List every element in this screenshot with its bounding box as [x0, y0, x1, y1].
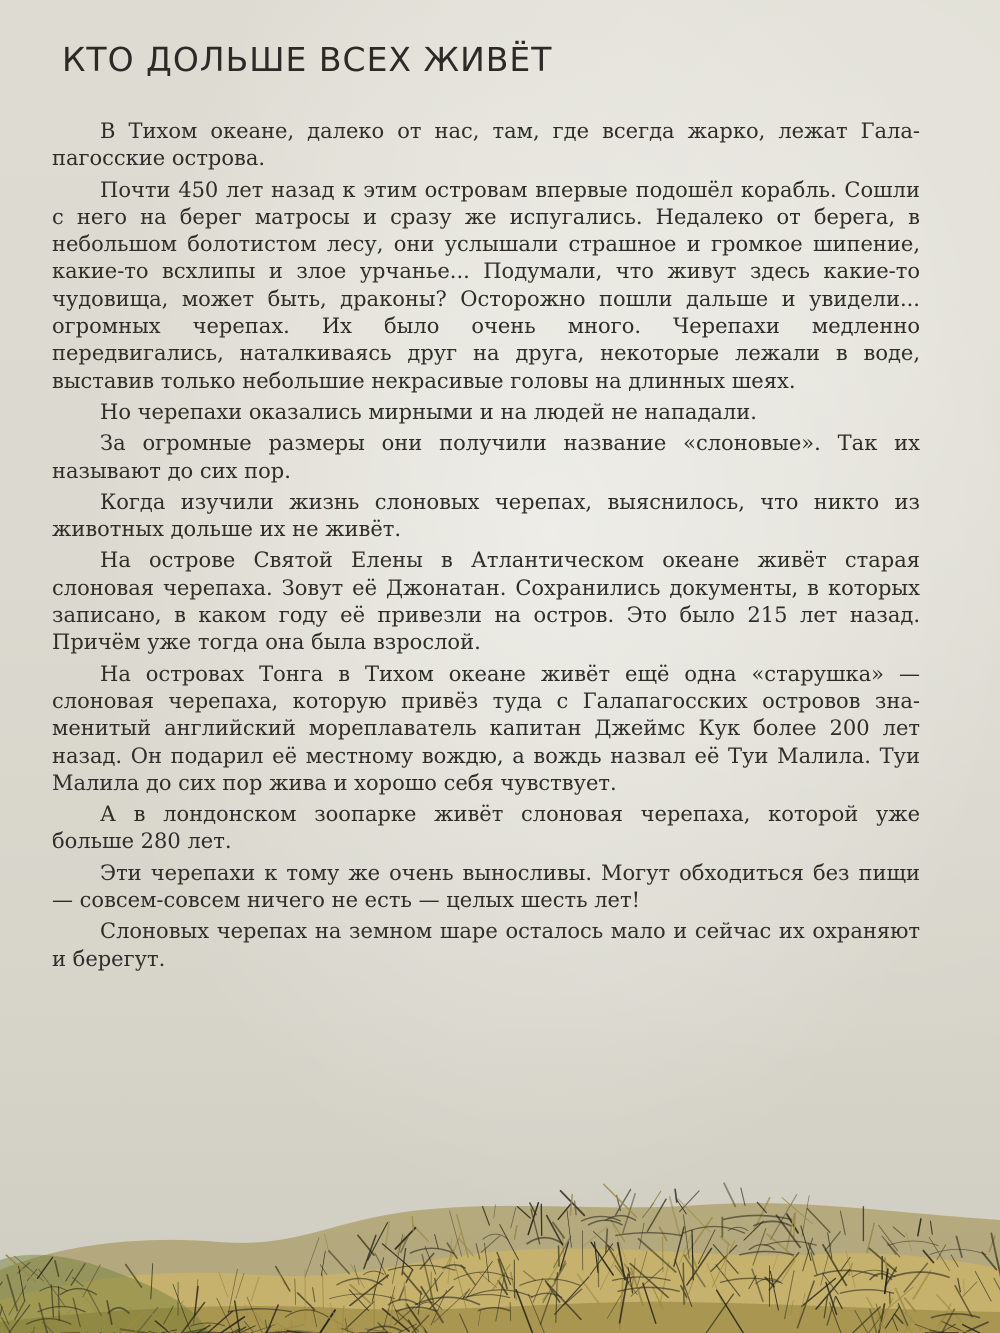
grass-strokes	[0, 1183, 1000, 1333]
paragraph-9: Эти черепахи к тому же очень выносливы. Могут обходиться без пищи — совсем-совсем ничего не есть — целых шесть лет!	[52, 860, 920, 913]
paragraph-6: На острове Святой Елены в Атлантическом океане живёт старая слоновая черепаха. Зовут её Джонатан. Сохранились документы, в которых записано, в каком году её привезли на остров. Это было 215 лет назад. Причём уже тогда она была взрослой.	[52, 548, 920, 655]
paragraph-7: На островах Тонга в Тихом океане живёт ещё одна «старушка» — слоновая черепаха, которую привёз туда с Галапагосских островов знаменитый английский мореплаватель капитан Джеймс Кук более 200 лет назад. Он подарил её местному вождю, а вождь назвал её Туи Малила. Туи Малила до сих пор жива и хорошо себя чувствует.	[52, 661, 920, 795]
paragraph-5: Когда изучили жизнь слоновых черепах, выяснилось, что никто из животных дольше их не живёт.	[52, 489, 920, 542]
paragraph-2: Почти 450 лет назад к этим островам впервые подошёл корабль. Сошли с него на берег матросы и сразу же испугались. Недалеко от берега, в небольшом болотистом лесу, они услышали страшное и громкое шипение, какие-то всхлипы и злое урчанье... Подумали, что живут здесь какие-то чудовища, может быть, драконы? Осторожно пошли дальше и увидели... огромных черепах. Их было очень много. Черепахи медленно передвигались, наталкиваясь друг на друга, некоторые лежали в воде, выставив только небольшие некрасивые головы на длинных шеях.	[52, 177, 920, 393]
paragraph-8: А в лондонском зоопарке живёт слоновая черепаха, которой уже больше 280 лет.	[52, 802, 920, 854]
page-title: КТО ДОЛЬШЕ ВСЕХ ЖИВЁТ	[62, 40, 553, 79]
article-body	[52, 118, 920, 977]
paragraph-3: Но черепахи оказались мирными и на людей не нападали.	[100, 399, 757, 424]
dry-grass-illustration	[0, 1150, 1000, 1333]
paragraph-4: За огромные размеры они получили название «слоновые». Так их называют до сих пор.	[52, 431, 920, 483]
paragraph-1: В Тихом океане, далеко от нас, там, где всегда жарко, лежат Галапагосские острова.	[52, 119, 920, 171]
paragraph-10: Слоновых черепах на земном шаре осталось мало и сейчас их охраняют и берегут.	[52, 919, 920, 971]
